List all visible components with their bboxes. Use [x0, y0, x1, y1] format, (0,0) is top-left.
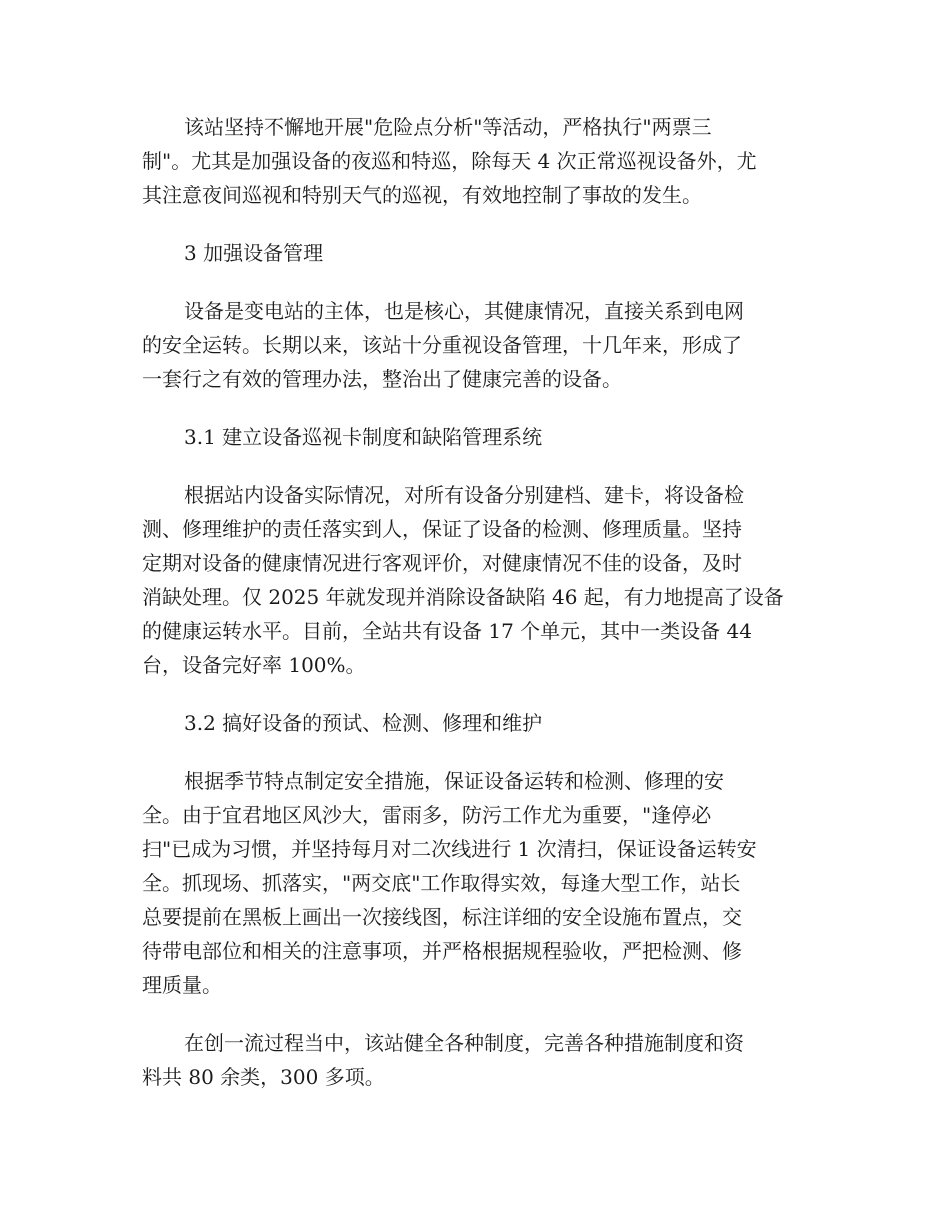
heading-text: 3 加强设备管理	[184, 241, 324, 265]
document-body	[142, 110, 810, 1118]
paragraph-line: 根据站内设备实际情况，对所有设备分别建档、建卡，将设备检	[184, 483, 744, 507]
paragraph-line: 理质量。	[142, 973, 222, 997]
heading-text: 3.2 搞好设备的预试、检测、修理和维护	[184, 711, 543, 735]
paragraph-line: 的安全运转。长期以来，该站十分重视设备管理，十几年来，形成了	[142, 333, 742, 357]
heading-text: 3.1 建立设备巡视卡制度和缺陷管理系统	[184, 425, 543, 449]
paragraph-line: 全。由于宜君地区风沙大，雷雨多，防污工作尤为重要，"逢停必	[142, 803, 712, 827]
paragraph-line: 待带电部位和相关的注意事项，并严格根据规程验收，严把检测、修	[142, 939, 742, 963]
paragraph-inspection-cards	[142, 478, 810, 682]
paragraph-line: 在创一流过程当中，该站健全各种制度，完善各种措施制度和资	[184, 1031, 744, 1055]
paragraph-line: 消缺处理。仅 2025 年就发现并消除设备缺陷 46 起，有力地提高了设备	[142, 585, 784, 609]
paragraph-line: 料共 80 余类，300 多项。	[142, 1065, 385, 1089]
paragraph-line: 全。抓现场、抓落实，"两交底"工作取得实效，每逢大型工作，站长	[142, 871, 741, 895]
paragraph-systems	[142, 1026, 810, 1094]
paragraph-maintenance	[142, 764, 810, 1002]
paragraph-line: 一套行之有效的管理办法，整治出了健康完善的设备。	[142, 367, 622, 391]
paragraph-patrol	[142, 110, 810, 212]
section-heading-3-1	[142, 420, 810, 454]
section-heading-3	[142, 236, 810, 270]
paragraph-line: 定期对设备的健康情况进行客观评价，对健康情况不佳的设备，及时	[142, 551, 742, 575]
paragraph-line: 该站坚持不懈地开展"危险点分析"等活动，严格执行"两票三	[184, 115, 712, 139]
paragraph-line: 的健康运转水平。目前，全站共有设备 17 个单元，其中一类设备 44	[142, 619, 752, 643]
section-heading-3-2	[142, 706, 810, 740]
paragraph-line: 制"。尤其是加强设备的夜巡和特巡，除每天 4 次正常巡视设备外，尤	[142, 149, 757, 173]
paragraph-equipment-core	[142, 294, 810, 396]
paragraph-line: 台，设备完好率 100%。	[142, 653, 366, 677]
paragraph-line: 设备是变电站的主体，也是核心，其健康情况，直接关系到电网	[184, 299, 744, 323]
paragraph-line: 测、修理维护的责任落实到人，保证了设备的检测、修理质量。坚持	[142, 517, 742, 541]
paragraph-line: 扫"已成为习惯，并坚持每月对二次线进行 1 次清扫，保证设备运转安	[142, 837, 757, 861]
paragraph-line: 总要提前在黑板上画出一次接线图，标注详细的安全设施布置点，交	[142, 905, 742, 929]
paragraph-line: 其注意夜间巡视和特别天气的巡视，有效地控制了事故的发生。	[142, 183, 702, 207]
paragraph-line: 根据季节特点制定安全措施，保证设备运转和检测、修理的安	[184, 769, 724, 793]
